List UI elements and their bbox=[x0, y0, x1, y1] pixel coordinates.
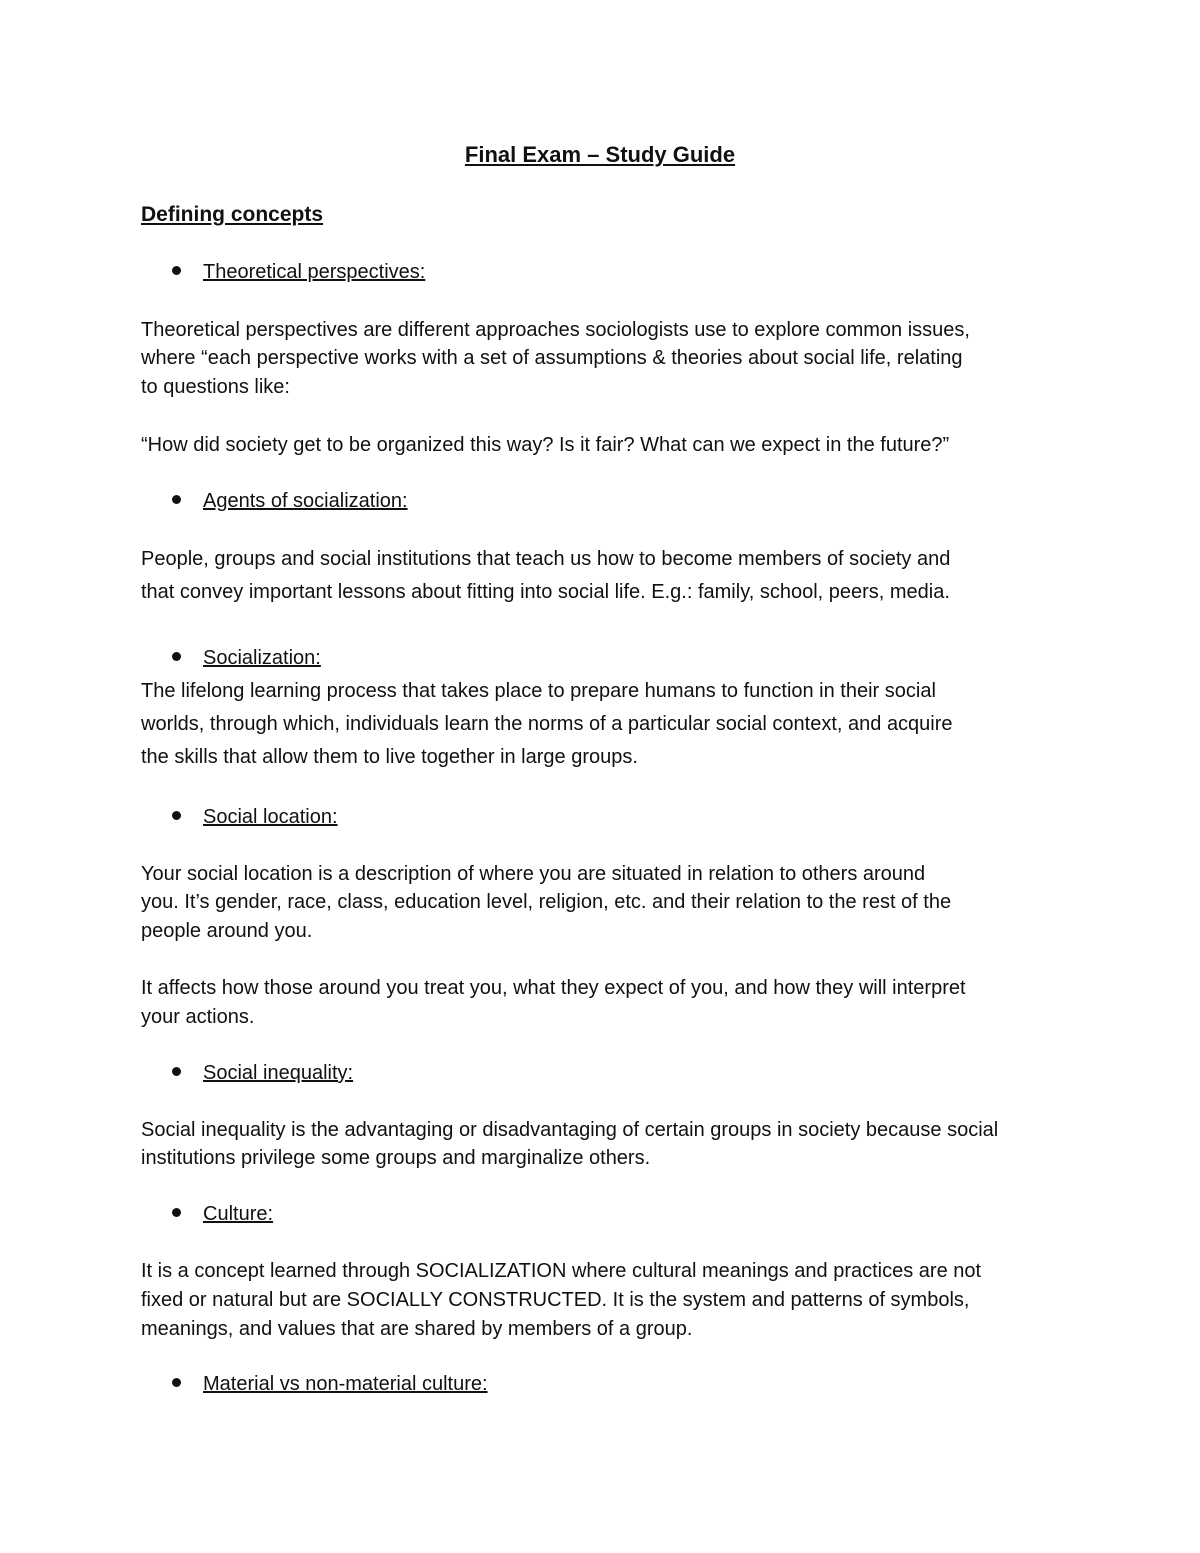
definition-line: It affects how those around you treat you, what they expect of you, and how they will interpret bbox=[141, 977, 966, 999]
term-label: Socialization: bbox=[203, 647, 321, 669]
definition-line: “How did society get to be organized this way? Is it fair? What can we expect in the future?” bbox=[141, 434, 950, 456]
definition-line: the skills that allow them to live together in large groups. bbox=[141, 746, 638, 768]
list-item bbox=[172, 487, 408, 515]
list-item bbox=[172, 1200, 273, 1228]
list-item bbox=[172, 258, 425, 286]
definition-line: fixed or natural but are SOCIALLY CONSTRUCTED. It is the system and patterns of symbols, bbox=[141, 1289, 970, 1311]
list-item bbox=[172, 644, 321, 672]
definition-line: It is a concept learned through SOCIALIZATION where cultural meanings and practices are not bbox=[141, 1260, 982, 1282]
definition-line: institutions privilege some groups and marginalize others. bbox=[141, 1147, 651, 1169]
section-heading: Defining concepts bbox=[141, 203, 324, 226]
bullet-icon bbox=[172, 811, 181, 820]
definition-line: you. It’s gender, race, class, education level, religion, etc. and their relation to the rest of the bbox=[141, 891, 952, 913]
definition-line: Your social location is a description of where you are situated in relation to others around bbox=[141, 863, 926, 885]
bullet-icon bbox=[172, 1378, 181, 1387]
bullet-icon bbox=[172, 1067, 181, 1076]
term-label: Social location: bbox=[203, 806, 338, 828]
term-label: Theoretical perspectives: bbox=[203, 261, 426, 283]
list-item bbox=[172, 803, 338, 831]
document-title: Final Exam – Study Guide bbox=[464, 142, 736, 167]
definition-line: people around you. bbox=[141, 920, 313, 942]
term-label: Culture: bbox=[203, 1203, 274, 1225]
definition-line: Theoretical perspectives are different approaches sociologists use to explore common issues, bbox=[141, 319, 970, 341]
term-label: Material vs non-material culture: bbox=[203, 1373, 488, 1395]
term-label: Agents of socialization: bbox=[203, 490, 408, 512]
bullet-icon bbox=[172, 266, 181, 275]
definition-line: meanings, and values that are shared by members of a group. bbox=[141, 1318, 693, 1340]
list-item bbox=[172, 1370, 488, 1398]
definition-line: People, groups and social institutions that teach us how to become members of society and bbox=[141, 548, 951, 570]
definition-line: Social inequality is the advantaging or disadvantaging of certain groups in society because social bbox=[141, 1119, 999, 1141]
term-label: Social inequality: bbox=[203, 1062, 354, 1084]
definition-line: to questions like: bbox=[141, 376, 290, 398]
definition-line: your actions. bbox=[141, 1006, 255, 1028]
definition-line: The lifelong learning process that takes place to prepare humans to function in their social bbox=[141, 680, 936, 702]
list-item bbox=[172, 1059, 353, 1087]
definition-line: that convey important lessons about fitting into social life. E.g.: family, school, peers, media. bbox=[141, 581, 950, 603]
bullet-icon bbox=[172, 1208, 181, 1217]
bullet-icon bbox=[172, 495, 181, 504]
definition-line: where “each perspective works with a set of assumptions & theories about social life, relating bbox=[141, 347, 963, 369]
bullet-icon bbox=[172, 652, 181, 661]
definition-line: worlds, through which, individuals learn the norms of a particular social context, and acquire bbox=[141, 713, 953, 735]
